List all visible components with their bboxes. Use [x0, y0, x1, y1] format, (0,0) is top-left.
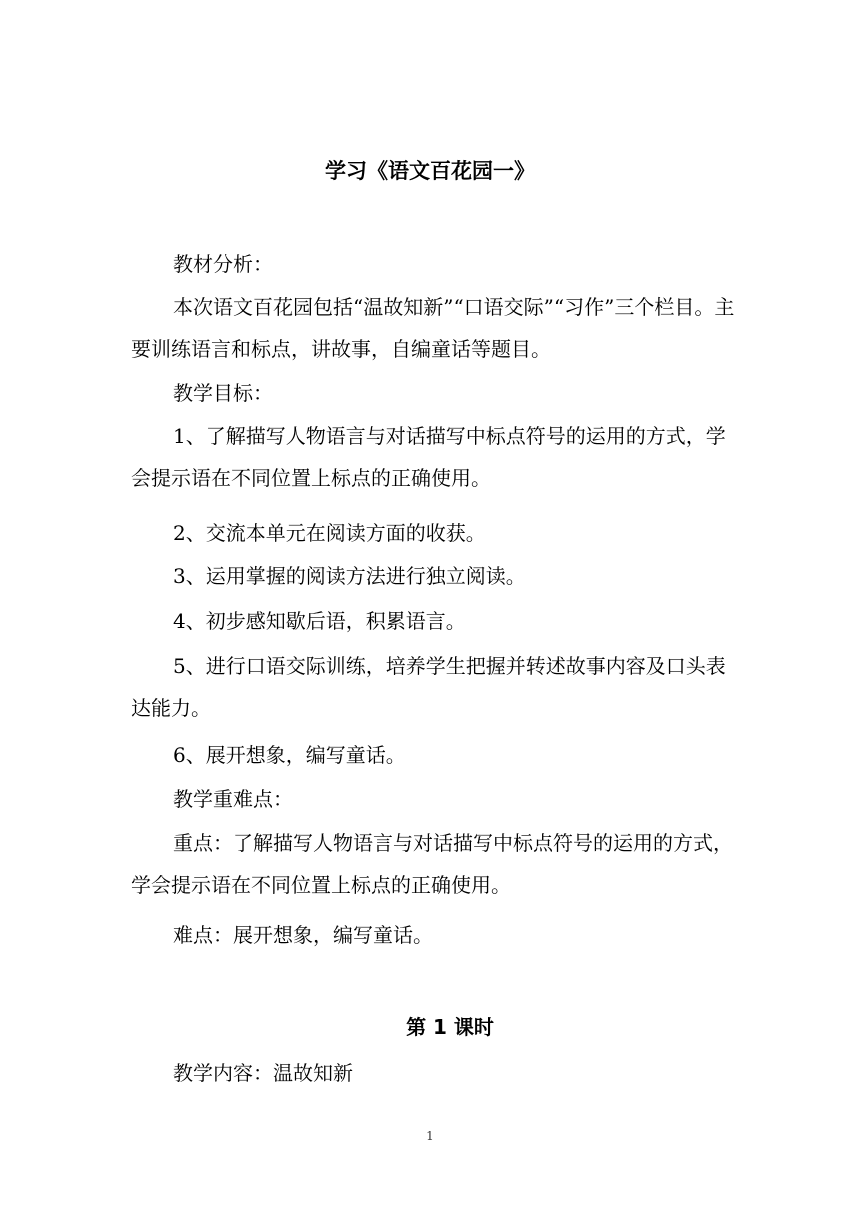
goal-item-1: 1、了解描写人物语言与对话描写中标点符号的运用的方式，学会提示语在不同位置上标点的正确使用。	[131, 424, 726, 490]
document-title: 学习《语文百花园一》	[325, 159, 535, 183]
goal-item-2: 2、交流本单元在阅读方面的收获。	[173, 521, 486, 545]
difficulty-paragraph: 难点：展开想象，编写童话。	[173, 923, 433, 947]
paragraph-analysis: 本次语文百花园包括“温故知新”“口语交际”“习作”三个栏目。主要训练语言和标点，讲故事，自编童话等题目。	[131, 295, 735, 361]
goal-item-3: 3、运用掌握的阅读方法进行独立阅读。	[173, 564, 526, 588]
section-heading-goals: 教学目标：	[173, 381, 273, 405]
lesson-content: 教学内容：温故知新	[173, 1061, 353, 1085]
goal-item-6: 6、展开想象，编写童话。	[173, 743, 406, 767]
lesson-heading: 第 1 课时	[406, 1015, 494, 1039]
goal-item-5: 5、进行口语交际训练，培养学生把握并转述故事内容及口头表达能力。	[131, 654, 726, 720]
page-number: 1	[426, 1129, 434, 1143]
key-point-paragraph: 重点：了解描写人物语言与对话描写中标点符号的运用的方式，学会提示语在不同位置上标点的正确使用。	[131, 831, 733, 897]
goal-item-4: 4、初步感知歇后语，积累语言。	[173, 609, 466, 633]
section-heading-key-points: 教学重难点：	[173, 787, 293, 811]
section-heading-analysis: 教材分析：	[173, 252, 273, 276]
